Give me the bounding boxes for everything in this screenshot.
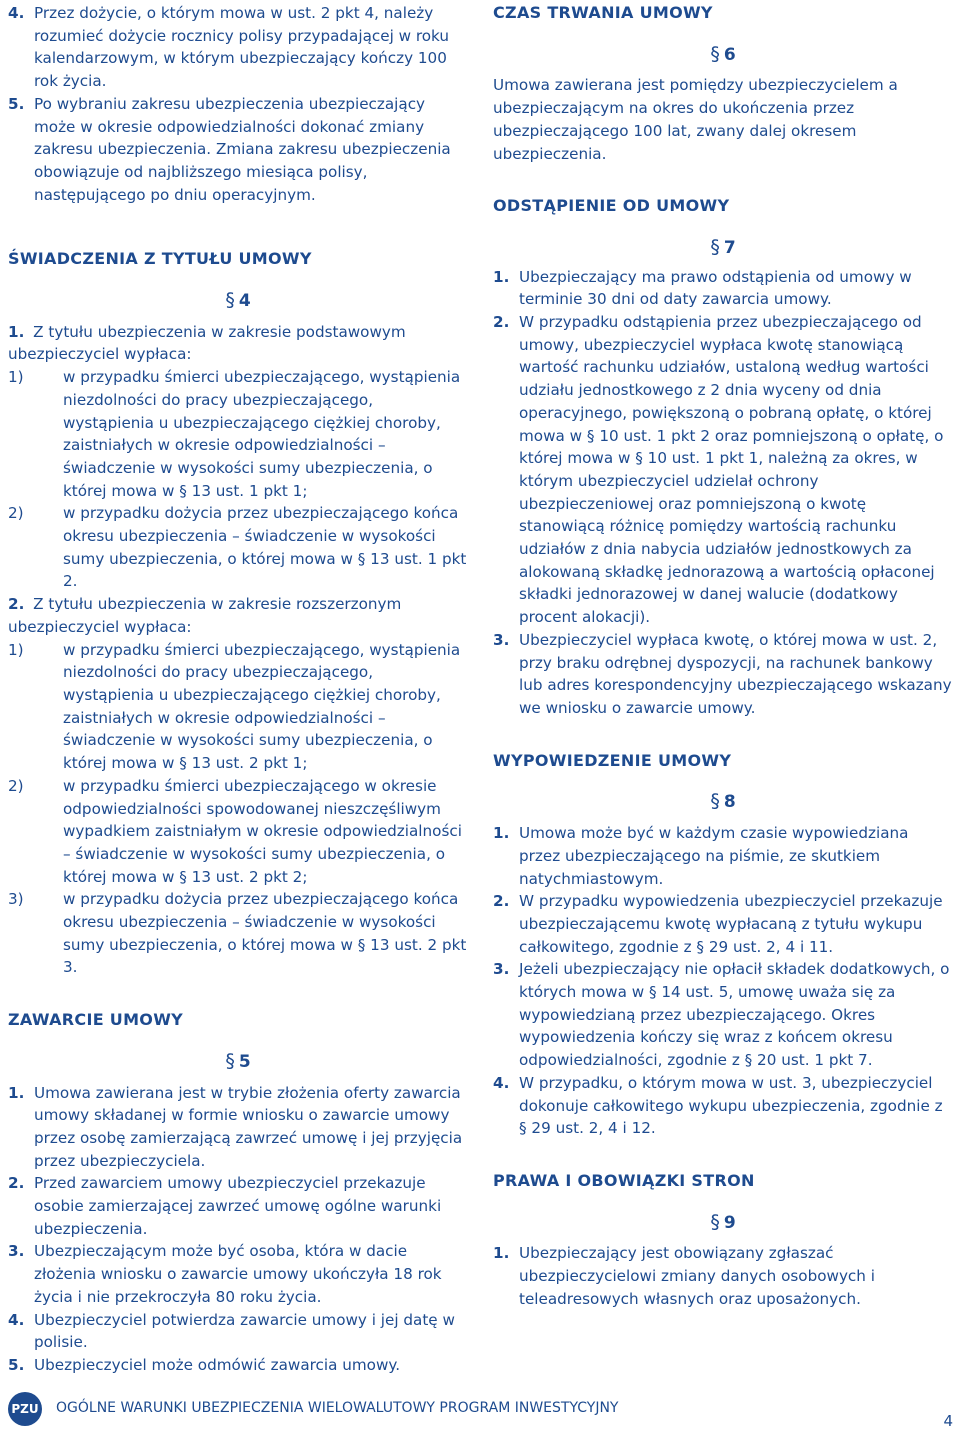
item-number: 1. (493, 267, 510, 286)
item-number: 5. (8, 94, 25, 113)
list-item (8, 93, 468, 207)
sub-item-text: w przypadku śmierci ubezpieczającego, wystąpienia niezdolności do pracy ubezpieczającego, wystąpienia u ubezpieczającego ciężkiej choroby, zaistniałych w okresie odpowiedzialności – świadczenie w wysokości sumy ubezpieczenia, o której mowa w § 13 ust. 1 pkt 1; (63, 368, 461, 500)
item-text: W przypadku, o którym mowa w ust. 3, ubezpieczyciel dokonuje całkowitego wykupu ubezpieczenia, zgodnie z § 29 ust. 2, 4 i 12. (519, 1073, 943, 1138)
list-item (8, 1240, 468, 1308)
sub-item (8, 639, 468, 775)
list-item (493, 266, 953, 311)
section-7-title (493, 236, 953, 260)
list-item (493, 1242, 953, 1310)
page-footer (8, 1392, 953, 1428)
pzu-logo: PZU (8, 1392, 42, 1426)
item-text: Ubezpieczający jest obowiązany zgłaszać ubezpieczycielowi zmiany danych osobowych i teleadresowych własnych oraz uposażonych. (519, 1244, 875, 1308)
item-text: Przez dożycie, o którym mowa w ust. 2 pkt 4, należy rozumieć dożycie rocznicy polisy przypadającej w roku kalendarzowym, w którym ubezpieczający kończy 100 rok życia. (34, 4, 450, 91)
section-9-title (493, 1211, 953, 1235)
item-number: 4. (8, 4, 25, 22)
item-text: Z tytułu ubezpieczenia w zakresie rozszerzonym ubezpieczyciel wypłaca: (8, 595, 402, 636)
heading-wypowiedzenie: WYPOWIEDZENIE UMOWY (493, 750, 732, 770)
list-item (8, 593, 468, 638)
item-text: Z tytułu ubezpieczenia w zakresie podstawowym ubezpieczyciel wypłaca: (8, 322, 406, 364)
item-number: 3. (8, 1242, 25, 1261)
item-number: 5. (8, 1355, 25, 1374)
list-item (8, 1354, 468, 1377)
item-text: Umowa zawierana jest w trybie złożenia oferty zawarcia umowy składanej w formie wniosku o zawarcie umowy przez osobę zamierzającą zawrzeć umowę i jej przyjęcia przez ubezpieczyciela. (34, 1083, 463, 1170)
section-number: 8 (723, 792, 736, 813)
item-number: 3. (493, 960, 510, 979)
item-number: 2. (8, 595, 25, 614)
item-number: 1. (8, 322, 25, 341)
right-column (493, 2, 953, 1310)
paragraph-sign: § (710, 235, 720, 258)
item-text: W przypadku odstąpienia przez ubezpieczającego od umowy, ubezpieczyciel wypłaca kwotę stanowiącą wartość rachunku udziałów, ustaloną według wartości udziału jednostkowego z 2 dnia wyceny od dnia operacyjnego, powiększoną o pobraną opłatę, o której mowa w § 10 ust. 1 pkt 2 oraz pomniejszoną o opłatę, o której mowa w § 10 ust. 1 pkt 1, należną za okres, w którym ubezpieczyciel udzielał ochrony ubezpieczeniowej oraz pomniejszoną o kwotę stanowiącą różnicę pomiędzy wartością rachunku udziałów z dnia nabycia udziałów jednostkowych za alokowaną składkę jednorazową a wartością opłaconej składki jednorazowej w danej walucie (dodatkowy procent alokacji). (519, 313, 944, 627)
item-text: Jeżeli ubezpieczający nie opłacił składek dodatkowych, o których mowa w § 14 ust. 5, umowę uważa się za wypowiedzianą przez ubezpieczającego. Okres wypowiedzenia kończy się wraz z końcem okresu odpowiedzialności, zgodnie z § 20 ust. 1 pkt 7. (519, 960, 950, 1070)
section-number: 9 (723, 1212, 736, 1233)
list-item (8, 1172, 468, 1240)
item-number: 2. (493, 313, 510, 332)
list-item (493, 1072, 953, 1140)
sub-item (8, 888, 468, 979)
sub-item-number: 1) (8, 368, 24, 387)
list-item (493, 311, 953, 629)
item-text: Ubezpieczający ma prawo odstąpienia od umowy w terminie 30 dni od daty zawarcia umowy. (519, 267, 912, 309)
paragraph-sign: § (225, 1049, 235, 1072)
sub-item-text: w przypadku śmierci ubezpieczającego w okresie odpowiedzialności spowodowanej nieszczęśliwym wypadkiem zaistniałym w okresie odpowiedzialności – świadczenie w wysokości sumy ubezpieczenia, o której mowa w § 13 ust. 2 pkt 2; (63, 776, 462, 886)
heading-prawa: PRAWA I OBOWIĄZKI STRON (493, 1170, 755, 1190)
item-number: 4. (8, 1310, 25, 1329)
item-number: 4. (493, 1073, 510, 1092)
heading-zawarcie: ZAWARCIE UMOWY (8, 1010, 184, 1030)
item-text: Po wybraniu zakresu ubezpieczenia ubezpieczający może w okresie odpowiedzialności dokonać zmiany zakresu ubezpieczenia. Zmiana zakresu ubezpieczenia obowiązuje od najbliższego miesiąca polisy, następującego po dniu operacyjnym. (34, 94, 451, 204)
item-number: 1. (8, 1083, 25, 1102)
sub-item-text: w przypadku dożycia przez ubezpieczającego końca okresu ubezpieczenia – świadczenie w wysokości sumy ubezpieczenia, o której mowa w § 13 ust. 1 pkt 2. (63, 504, 467, 591)
item-text: Ubezpieczyciel może odmówić zawarcia umowy. (34, 1355, 401, 1374)
item-text: Ubezpieczyciel wypłaca kwotę, o której mowa w ust. 2, przy braku odrębnej dyspozycji, na rachunek bankowy lub adres korespondencyjny ubezpieczającego wskazany we wniosku o zawarcie umowy. (519, 630, 952, 717)
sub-item-text: w przypadku śmierci ubezpieczającego, wystąpienia niezdolności do pracy ubezpieczającego, wystąpienia u ubezpieczającego ciężkiej choroby, zaistniałych w okresie odpowiedzialności – świadczenie w wysokości sumy ubezpieczenia, o której mowa w § 13 ust. 2 pkt 1; (63, 640, 461, 773)
list-item (8, 321, 468, 366)
section-5-title (8, 1050, 468, 1074)
item-number: 3. (493, 630, 510, 649)
section-4-title (8, 289, 468, 313)
heading-swiadczenia: ŚWIADCZENIA Z TYTUŁU UMOWY (8, 249, 312, 269)
item-number: 2. (493, 892, 510, 911)
sub-item-number: 2) (8, 504, 24, 523)
sub-item-number: 1) (8, 640, 24, 659)
item-text: Przed zawarciem umowy ubezpieczyciel przekazuje osobie zamierzającej zawrzeć umowę ogólne warunki ubezpieczenia. (34, 1174, 442, 1238)
section-6-text: Umowa zawierana jest pomiędzy ubezpieczycielem a ubezpieczającym na okres do ukończenia przez ubezpieczającego 100 lat, zwany dalej okresem ubezpieczenia. (493, 76, 898, 163)
sub-item-text: w przypadku dożycia przez ubezpieczającego końca okresu ubezpieczenia – świadczenie w wysokości sumy ubezpieczenia, o której mowa w § 13 ust. 2 pkt 3. (63, 890, 467, 977)
list-item (493, 822, 953, 890)
footer-title: OGÓLNE WARUNKI UBEZPIECZENIA WIELOWALUTOWY PROGRAM INWESTYCYJNY (56, 1400, 619, 1416)
sub-item (8, 366, 468, 502)
section-number: 4 (238, 291, 251, 312)
section-8-title (493, 790, 953, 814)
section-number: 5 (238, 1051, 251, 1072)
paragraph-sign: § (710, 1210, 720, 1233)
page-number: 4 (943, 1412, 953, 1430)
left-column (8, 2, 468, 1377)
sub-item-number: 2) (8, 776, 24, 795)
sub-item-number: 3) (8, 890, 24, 909)
paragraph-sign: § (710, 790, 720, 813)
sub-item (8, 775, 468, 889)
heading-czas-trwania: CZAS TRWANIA UMOWY (493, 3, 713, 22)
list-item (493, 629, 953, 720)
list-item (493, 890, 953, 958)
paragraph-sign: § (710, 42, 720, 65)
section-6-title (493, 43, 953, 67)
paragraph-sign: § (225, 289, 235, 312)
section-number: 6 (723, 44, 736, 65)
item-text: Ubezpieczającym może być osoba, która w dacie złożenia wniosku o zawarcie umowy ukończyła 18 rok życia i nie przekroczyła 80 roku życia. (34, 1242, 442, 1306)
section-number: 7 (723, 237, 736, 258)
item-text: Umowa może być w każdym czasie wypowiedziana przez ubezpieczającego na piśmie, ze skutkiem natychmiastowym. (519, 824, 909, 888)
list-item (8, 1082, 468, 1173)
heading-odstapienie: ODSTĄPIENIE OD UMOWY (493, 196, 730, 216)
sub-item (8, 502, 468, 593)
item-number: 1. (493, 1244, 510, 1263)
item-number: 2. (8, 1174, 25, 1193)
list-item (8, 2, 468, 93)
item-number: 1. (493, 824, 510, 843)
item-text: Ubezpieczyciel potwierdza zawarcie umowy i jej datę w polisie. (34, 1310, 455, 1352)
item-text: W przypadku wypowiedzenia ubezpieczyciel przekazuje ubezpieczającemu kwotę wypłacaną z tytułu wykupu całkowitego, zgodnie z § 29 ust. 2, 4 i 11. (519, 892, 943, 956)
list-item (493, 958, 953, 1072)
list-item (8, 1309, 468, 1354)
